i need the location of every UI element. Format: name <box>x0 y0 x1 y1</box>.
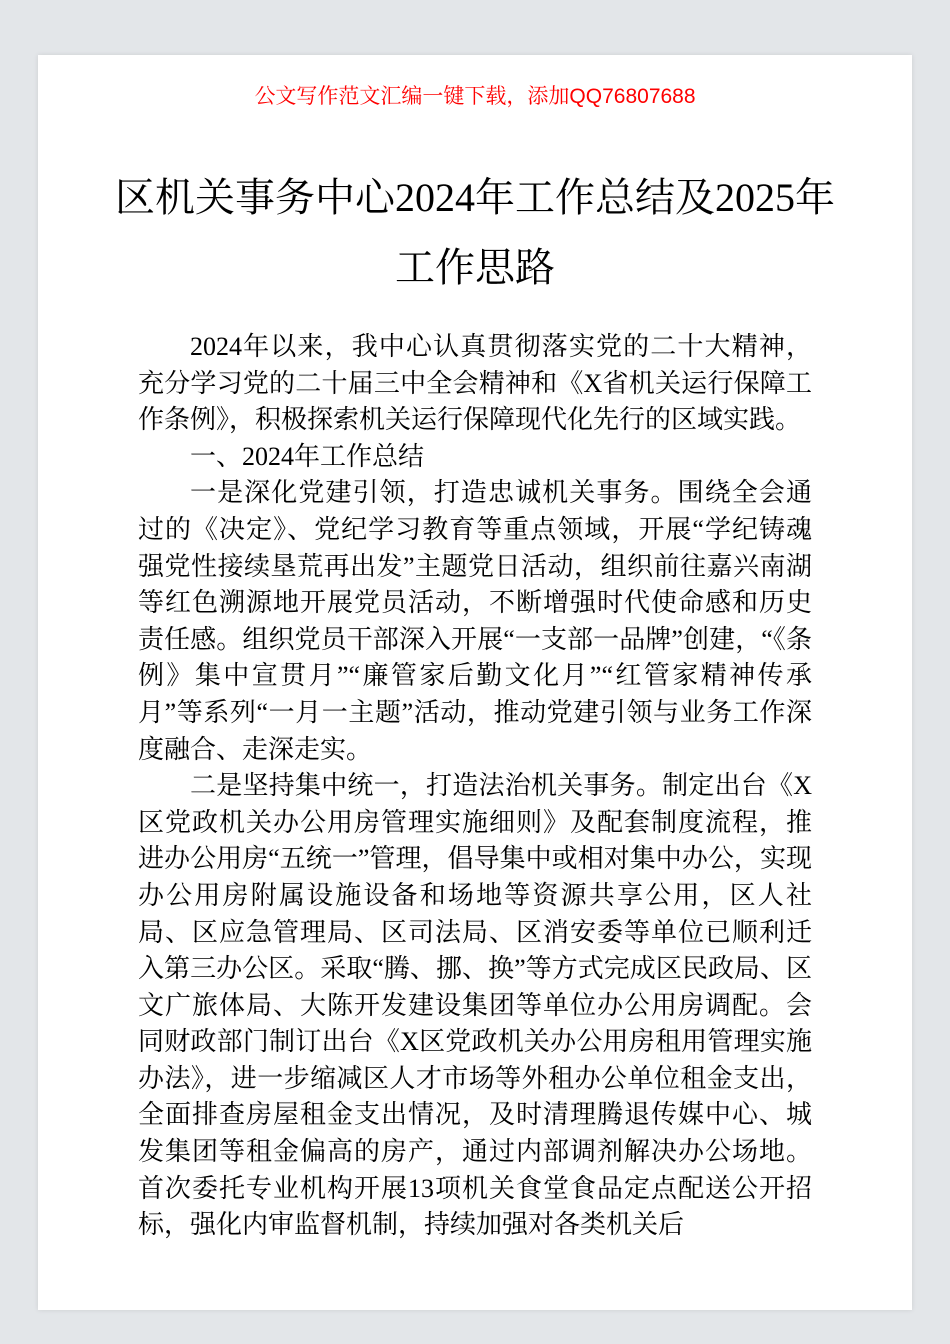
paragraph-point-one: 一是深化党建引领，打造忠诚机关事务。围绕全会通过的《决定》、党纪学习教育等重点领域，开展“学纪铸魂强党性接续垦荒再出发”主题党日活动，组织前往嘉兴南湖等红色溯源地开展党员活动，不断增强时代使命感和历史责任感。组织党员干部深入开展“一支部一品牌”创建，“《条例》集中宣贯月”“廉管家后勤文化月”“红管家精神传承月”等系列“一月一主题”活动，推动党建引领与业务工作深度融合、走深走实。 <box>138 478 812 764</box>
document-body <box>108 329 842 1244</box>
paragraph-intro: 2024年以来，我中心认真贯彻落实党的二十大精神，充分学习党的二十届三中全会精神和《X省机关运行保障工作条例》，积极探索机关运行保障现代化先行的区域实践。 <box>138 332 812 435</box>
section-heading-2024-summary: 一、2024年工作总结 <box>190 441 425 471</box>
document-title: 区机关事务中心2024年工作总结及2025年工作思路 <box>115 175 835 290</box>
document-page <box>38 55 912 1310</box>
paragraph-point-two: 二是坚持集中统一，打造法治机关事务。制定出台《X区党政机关办公用房管理实施细则》及配套制度流程，推进办公用房“五统一”管理，倡导集中或相对集中办公，实现办公用房附属设施设备和场地等资源共享公用，区人社局、区应急管理局、区司法局、区消安委等单位已顺利迁入第三办公区。采取“腾、挪、换”等方式完成区民政局、区文广旅体局、大陈开发建设集团等单位办公用房调配。会同财政部门制订出台《X区党政机关办公用房租用管理实施办法》，进一步缩减区人才市场等外租办公单位租金支出，全面排查房屋租金支出情况，及时清理腾退传媒中心、城发集团等租金偏高的房产，通过内部调剂解决办公场地。首次委托专业机构开展13项机关食堂食品定点配送公开招标，强化内审监督机制，持续加强对各类机关后 <box>138 771 812 1240</box>
header-notice: 公文写作范文汇编一键下载，添加QQ76807688 <box>254 85 696 108</box>
